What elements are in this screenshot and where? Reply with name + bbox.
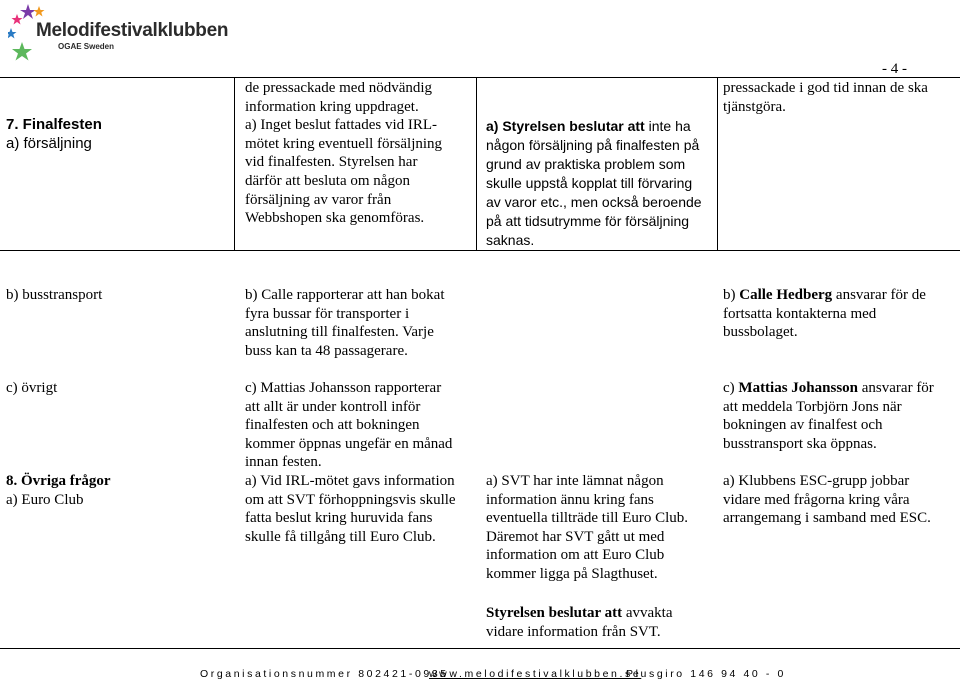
responsible-name: Calle Hedberg [739,287,833,303]
responsible-euro-club [723,472,931,528]
text-line: buss kan ta 48 passagerare. [245,342,408,359]
text-line: att meddela Torbjörn Jons när [723,398,902,415]
decision-bold: Styrelsen beslutar att [486,605,623,621]
responsible-ovrigt [723,379,934,453]
text-line: a) Klubbens ESC-grupp jobbar [723,473,910,489]
discussion-euro-club [245,472,456,546]
text-line: Webbshopen ska genomföras. [245,210,425,227]
row-separator [0,250,960,251]
text-line: ansvarar för de [832,287,926,303]
text-line: fatta beslut kring huruvida fans [245,510,433,527]
subsection-label: a) Euro Club [6,491,84,508]
text-line: arrangemang i samband med ESC. [723,510,931,527]
footer-website-link[interactable]: www.melodifestivalklubben.se [429,668,642,680]
text-line: någon försäljning på finalfesten på [486,137,700,153]
text-line: fyra bussar för transporter i [245,305,410,322]
column-divider-3 [717,77,718,251]
decision-finalfesten [486,117,702,250]
text-line: vidare med frågorna kring våra [723,491,910,508]
text-line: a) SVT har inte lämnat någon [486,473,664,489]
discussion-finalfesten [245,79,442,228]
text-line: de pressackade med nödvändig [245,80,433,96]
section-title-8: 8. Övriga frågor [6,473,111,489]
text-line: information kring uppdraget. [245,98,419,115]
logo [8,2,229,62]
label-ovrigt: c) övrigt [6,380,58,396]
text-line: kommer öppnas ungefär en månad [245,435,453,452]
text-line: a) Inget beslut fattades vid IRL- [245,117,438,134]
text-line: pressackade i god tid innan de ska [723,80,928,96]
text-line: om att SVT förhoppningsvis skulle [245,491,456,508]
text-line: vid finalfesten. Styrelsen har [245,154,418,171]
text-line: kommer ligga på Slagthuset. [486,565,658,582]
text-line: vidare information från SVT. [486,623,661,640]
text-line: information om att Euro Club [486,547,665,564]
text-line: skulle uppstå kopplat till förvaring [486,175,693,191]
table-top-rule [0,77,960,78]
label-busstransport: b) busstransport [6,287,103,303]
text-line: saknas. [486,232,535,248]
text-line: grund av praktiska problem som [486,156,686,172]
text-line: inte ha [644,118,691,134]
text-line: att allt är under kontroll inför [245,398,421,415]
text-line: information ännu kring fans [486,491,654,508]
text-line: c) [723,380,739,396]
subsection-label: a) försäljning [6,134,92,152]
label-ovriga-fragor [6,472,111,509]
discussion-busstransport [245,286,445,360]
table-bottom-rule [0,648,960,649]
footer-plusgiro: Plusgiro 146 94 40 - 0 [626,668,786,680]
text-line: busstransport ska öppnas. [723,435,877,452]
logo-subtext: OGAE Sweden [58,42,115,51]
text-line: fortsatta kontakterna med [723,305,877,322]
discussion-ovrigt [245,379,452,472]
text-line: avvakta [622,605,673,621]
text-line: tjänstgöra. [723,98,786,115]
text-line: mötet kring eventuell försäljning [245,135,443,152]
footer-org-number: Organisationsnummer 802421-0935 [200,668,449,680]
text-line: bussbolaget. [723,324,798,341]
text-line: anslutning till finalfesten. Varje [245,324,434,341]
text-line: b) [723,287,740,303]
text-line: av varor etc., men också beroende [486,194,702,210]
responsible-busstransport [723,286,926,342]
text-line: försäljning av varor från [245,191,392,208]
text-line: eventuella tillträde till Euro Club. [486,510,689,527]
page-number: - 4 - [882,61,907,77]
text-line: a) Vid IRL-mötet gavs information [245,473,455,489]
decision-bold: a) Styrelsen beslutar att [486,118,645,134]
text-line: innan festen. [245,454,322,471]
text-line: därför att besluta om någon [245,172,410,189]
text-line: bokningen av finalfest och [723,417,883,434]
label-finalfesten [6,116,102,153]
decision2-euro-club [486,604,673,641]
text-line: finalfesten och att bokningen [245,417,420,434]
text-line: på att tidsutrymme för försäljning [486,213,690,229]
column-divider-1 [234,77,235,251]
decision-euro-club [486,472,688,584]
logo-text: Melodifestivalklubben [36,20,229,41]
text-line: ansvarar för [858,380,934,396]
text-line: c) Mattias Johansson rapporterar [245,380,442,396]
text-line: b) Calle rapporterar att han bokat [245,287,445,303]
column-divider-2 [476,77,477,251]
responsible-name: Mattias Johansson [738,380,859,396]
section-title-7: 7. Finalfesten [6,116,102,133]
responsible-finalfesten [723,79,928,116]
text-line: Däremot har SVT gått ut med [486,528,665,545]
text-line: skulle få tillgång till Euro Club. [245,528,436,545]
